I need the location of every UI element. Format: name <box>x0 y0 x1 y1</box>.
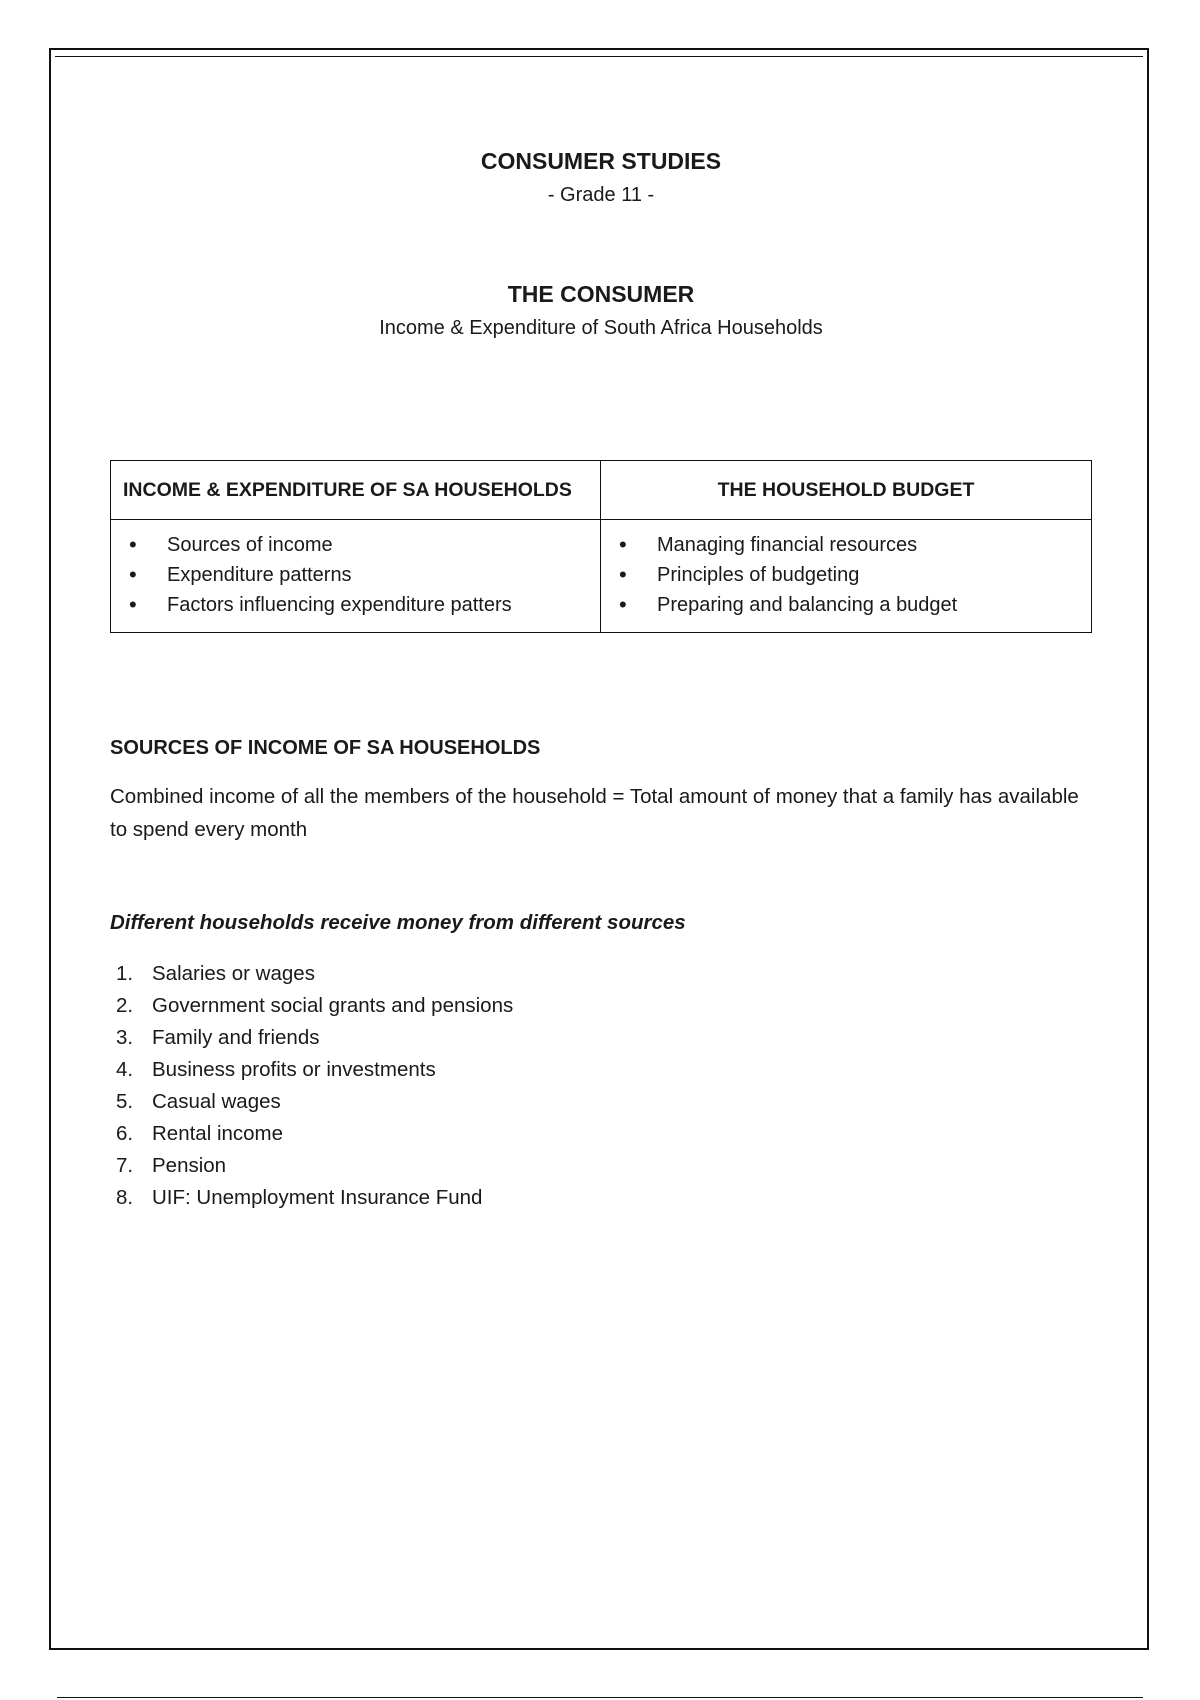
list-item <box>110 1150 513 1182</box>
list-item-number: 1. <box>116 962 134 985</box>
list-item-number: 5. <box>116 1090 134 1113</box>
list-item: • Principles of budgeting <box>611 560 1081 590</box>
list-item <box>110 1182 513 1214</box>
list-item <box>110 990 513 1022</box>
list-item-text: Business profits or investments <box>152 1058 436 1081</box>
list-item-text: Pension <box>152 1154 227 1177</box>
list-item-text: Government social grants and pensions <box>152 994 514 1017</box>
list-item-text: UIF: Unemployment Insurance Fund <box>152 1186 483 1209</box>
list-item-number: 7. <box>116 1154 134 1177</box>
list-item: • Preparing and balancing a budget <box>611 590 1081 620</box>
list-item: • Managing financial resources <box>611 530 1081 560</box>
section-heading: SOURCES OF INCOME OF SA HOUSEHOLDS <box>110 737 541 759</box>
income-sources-list <box>110 958 513 1214</box>
budget-topic-list <box>611 530 1081 620</box>
grade-label: - Grade 11 - <box>547 184 655 206</box>
page-border-inner-rule <box>55 56 1143 57</box>
list-item: • Sources of income <box>121 530 590 560</box>
list-item-number: 2. <box>116 994 134 1017</box>
list-item: • Expenditure patterns <box>121 560 590 590</box>
list-item <box>110 1054 513 1086</box>
income-topic-list <box>121 530 590 620</box>
overview-cell-income <box>111 520 601 633</box>
overview-header-budget: THE HOUSEHOLD BUDGET <box>601 461 1092 520</box>
overview-cell-budget <box>601 520 1092 633</box>
list-item-number: 6. <box>116 1122 134 1145</box>
list-item-text: Casual wages <box>152 1090 281 1113</box>
list-item-text: Rental income <box>152 1122 284 1145</box>
overview-table-body-row <box>111 520 1092 633</box>
sources-sub-heading: Different households receive money from different sources <box>110 911 686 934</box>
list-item-text: Family and friends <box>152 1026 320 1049</box>
list-item <box>110 958 513 990</box>
list-item-text: Salaries or wages <box>152 962 315 985</box>
overview-table-header-row <box>111 461 1092 520</box>
list-item-number: 3. <box>116 1026 134 1049</box>
list-item-number: 8. <box>116 1186 134 1209</box>
list-item <box>110 1118 513 1150</box>
footer-rule <box>57 1697 1143 1698</box>
list-item <box>110 1086 513 1118</box>
overview-header-income: INCOME & EXPENDITURE OF SA HOUSEHOLDS <box>111 461 601 520</box>
list-item <box>110 1022 513 1054</box>
income-definition-paragraph: Combined income of all the members of the household = Total amount of money that a family has available to spend every month <box>110 785 1079 841</box>
topic-subtitle: Income & Expenditure of South Africa Households <box>379 317 823 339</box>
subject-title: CONSUMER STUDIES <box>480 148 722 174</box>
list-item: • Factors influencing expenditure patters <box>121 590 590 620</box>
overview-table <box>110 460 1092 633</box>
list-item-number: 4. <box>116 1058 134 1081</box>
topic-title: THE CONSUMER <box>507 281 695 307</box>
